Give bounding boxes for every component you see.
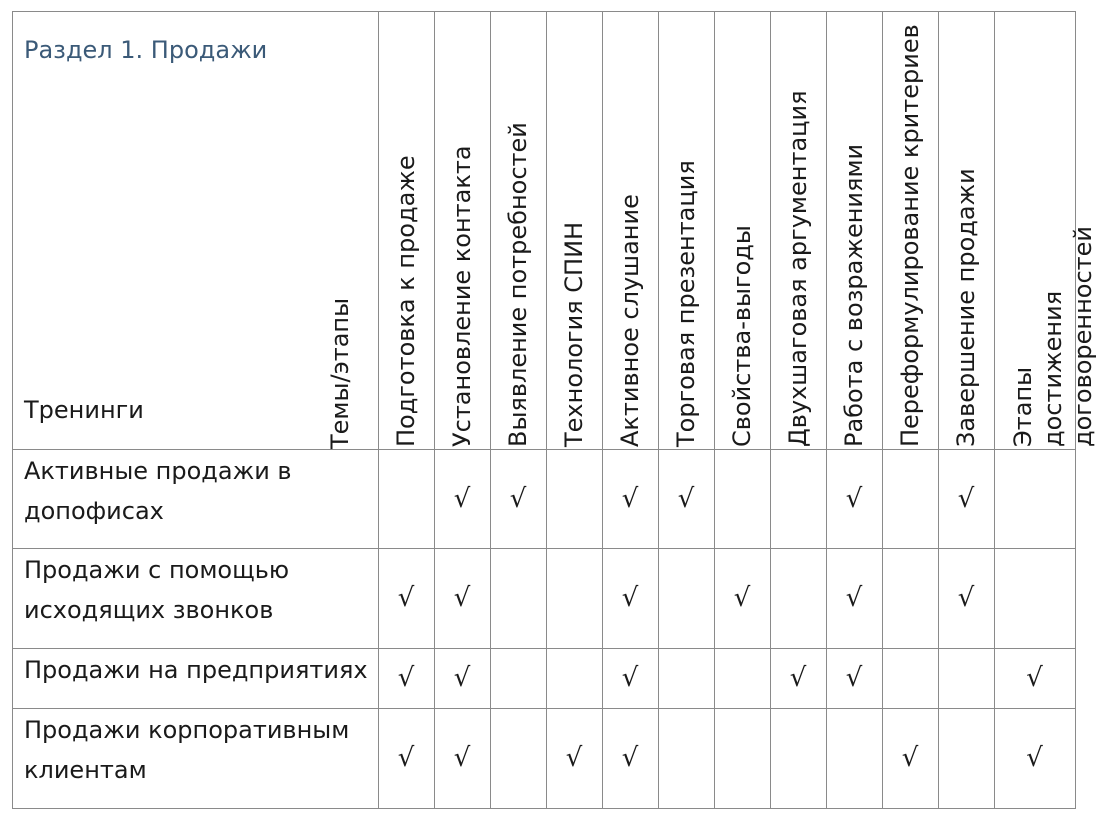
check-mark: √: [565, 743, 583, 773]
check-mark: √: [509, 483, 527, 514]
check-mark: √: [957, 583, 975, 613]
row-label: Активные продажи в допофисах: [24, 457, 292, 525]
row-divider: [12, 808, 1075, 809]
table-border-left: [12, 11, 13, 809]
check-mark: √: [901, 743, 919, 773]
row-divider: [12, 548, 1075, 549]
column-header: Технология СПИН: [560, 221, 588, 447]
check-mark: √: [397, 743, 415, 773]
row-divider: [12, 648, 1075, 649]
column-divider: [546, 11, 547, 809]
check-mark: √: [621, 743, 639, 773]
column-header: Этапы достижения договоренностей: [1009, 225, 1097, 447]
check-mark: √: [621, 583, 639, 613]
check-mark: √: [677, 483, 695, 514]
check-mark: √: [453, 583, 471, 613]
check-mark: √: [621, 483, 639, 514]
trainings-header-label: Тренинги: [24, 396, 144, 424]
column-header: Двухшаговая аргументация: [784, 90, 812, 447]
column-header: Переформулирование критериев: [896, 24, 924, 447]
row-label: Продажи на предприятиях: [24, 656, 368, 684]
row-divider: [12, 449, 1075, 450]
column-divider: [882, 11, 883, 809]
section-title: Раздел 1. Продажи: [24, 36, 268, 64]
row-label: Продажи с помощью исходящих звонков: [24, 556, 290, 624]
column-divider: [714, 11, 715, 809]
check-mark: √: [397, 663, 415, 693]
check-mark: √: [1026, 663, 1043, 693]
column-header: Подготовка к продаже: [392, 155, 420, 447]
column-divider: [658, 11, 659, 809]
check-mark: √: [1026, 743, 1043, 773]
check-mark: √: [453, 483, 471, 514]
row-label: Продажи корпоративным клиентам: [24, 716, 350, 784]
check-mark: √: [845, 583, 863, 613]
check-mark: √: [621, 663, 639, 693]
check-mark: √: [453, 663, 471, 693]
column-header: Торговая презентация: [672, 160, 700, 447]
column-divider: [490, 11, 491, 809]
column-header: Активное слушание: [616, 194, 644, 447]
check-mark: √: [397, 583, 415, 613]
check-mark: √: [789, 663, 807, 693]
check-mark: √: [733, 583, 751, 613]
column-header: Работа с возражениями: [840, 143, 868, 447]
check-mark: √: [845, 663, 863, 693]
column-header: Завершение продажи: [952, 168, 980, 447]
check-mark: √: [957, 483, 975, 514]
check-mark: √: [845, 483, 863, 514]
topics-header-label: Темы/этапы: [326, 297, 354, 449]
check-mark: √: [453, 743, 471, 773]
column-header: Установление контакта: [448, 145, 476, 447]
column-divider: [938, 11, 939, 809]
column-header: Свойства-выгоды: [728, 225, 756, 447]
row-divider: [12, 708, 1075, 709]
table-border-top: [12, 11, 1075, 12]
column-header: Выявление потребностей: [504, 122, 532, 447]
